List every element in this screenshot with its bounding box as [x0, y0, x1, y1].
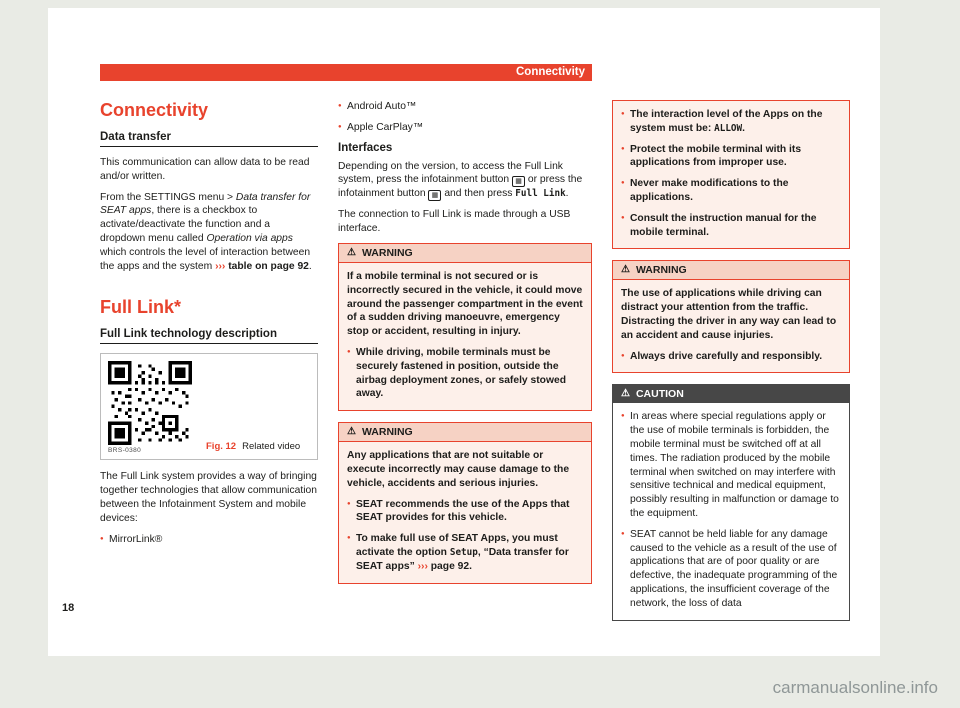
- warning-text: Any applications that are not suitable or execute incorrectly may cause damage to the vehicle, accidents and serious injuries.: [347, 450, 570, 489]
- column-1: [100, 100, 318, 632]
- bullet-icon: ●: [621, 145, 625, 152]
- section-title-full-link: Full Link*: [100, 297, 181, 318]
- list-item-text: While driving, mobile terminals must be securely fastened in position, outside the airbag deployment zones, or safely stowed away.: [356, 346, 566, 400]
- warning-triangle-icon: ⚠: [347, 246, 356, 258]
- paragraph: [100, 470, 318, 525]
- warning-continuation-box: [612, 100, 850, 249]
- list-item: [347, 498, 583, 526]
- heading-data-transfer: Data transfer: [100, 131, 318, 147]
- caution-header: [613, 385, 849, 403]
- cross-reference-text: page 92: [427, 560, 470, 572]
- list-item-text: In areas where special regulations apply or the use of mobile terminals is forbidden, the mobile terminal must be switched off at all times. The radiation produced by the mobile terminal when switched on may interfere with sensitive technical and medical equipment, possibly resulting in malfunction or damage to the equipment.: [630, 411, 839, 519]
- list-item: [621, 528, 841, 611]
- bullet-icon: ●: [621, 111, 625, 117]
- warning-triangle-icon: ⚠: [621, 264, 630, 276]
- bullet-icon: ●: [100, 535, 104, 542]
- list-item-text: Consult the instruction manual for the mobile terminal.: [630, 212, 817, 238]
- bullet-icon: ●: [621, 352, 625, 359]
- menu-item-italic: Operation via apps: [206, 232, 293, 244]
- list-item: [338, 100, 592, 114]
- warning-paragraph: [347, 270, 583, 339]
- paragraph-text: , there is a checkbox to activate/deactivate the function and a dropdown menu called: [100, 205, 271, 244]
- list-item: [100, 533, 318, 547]
- warning-text: The use of applications while driving can distract your attention from the traffic. Distracting the driver in any way can lead to an accident and cause injuries.: [621, 288, 837, 341]
- list-item-text: Never make modifications to the applications.: [630, 178, 789, 203]
- paragraph-text: which controls the level of interaction between the apps and the system: [100, 246, 311, 272]
- infotainment-button-icon: ▦: [512, 176, 525, 187]
- infotainment-button-icon: ▦: [428, 190, 441, 201]
- caution-icon: ⚠: [621, 388, 630, 400]
- list-item-text: MirrorLink®: [109, 533, 163, 545]
- warning-text: To make full use of SEAT Apps, you must activate the option: [356, 533, 558, 558]
- warning-body: [339, 442, 591, 582]
- warning-text: .: [469, 560, 472, 572]
- menu-path-italic: Data transfer for SEAT apps: [100, 191, 311, 217]
- bullet-icon: ●: [347, 348, 351, 355]
- warning-title: WARNING: [361, 246, 413, 259]
- warning-paragraph: [347, 449, 583, 490]
- paragraph: [100, 156, 318, 184]
- chapter-header-bar: [100, 64, 592, 81]
- qr-code-wrapper: [108, 361, 194, 454]
- warning-box-2: [338, 422, 592, 583]
- list-item: [621, 350, 841, 364]
- paragraph-text: Depending on the version, to access the Full Link system, press the infotainment button: [338, 160, 563, 186]
- heading-full-link-description: Full Link technology description: [100, 328, 318, 344]
- chapter-title: Connectivity: [515, 66, 585, 78]
- list-item-text: Apple CarPlay™: [347, 121, 424, 133]
- bullet-icon: ●: [338, 123, 342, 130]
- figure-caption: [206, 441, 300, 454]
- list-item-text: Android Auto™: [347, 101, 417, 112]
- paragraph: [338, 160, 592, 202]
- cross-reference-arrows-icon: ›››: [215, 260, 226, 272]
- warning-box-3: [612, 260, 850, 373]
- caution-body: [613, 403, 849, 619]
- warning-header: [339, 423, 591, 442]
- heading-interfaces: Interfaces: [338, 141, 393, 154]
- paragraph-text: The Full Link system provides a way of bringing together technologies that allow communication between the Infotainment System and mobile devices:: [100, 471, 317, 524]
- list-item: [347, 346, 583, 401]
- warning-text: The interaction level of the Apps on the system must be:: [630, 109, 823, 134]
- bullet-icon: ●: [621, 214, 625, 221]
- paragraph-text: From the SETTINGS menu >: [100, 191, 236, 203]
- paragraph-text: The connection to Full Link is made through a USB interface.: [338, 209, 571, 235]
- paragraph-text: This communication can allow data to be read and/or written.: [100, 157, 310, 182]
- paragraph: [100, 191, 318, 274]
- warning-text: If a mobile terminal is not secured or is incorrectly secured in the vehicle, it could move around the passenger compartment in the event of a sudden driving manoeuvre, emergency stop or accident, resulting in injury.: [347, 270, 583, 338]
- page-number: 18: [62, 602, 75, 614]
- list-item-text: SEAT recommends the use of the Apps that SEAT provides for this vehicle.: [356, 498, 570, 524]
- cross-reference-text: table on page 92: [225, 260, 309, 272]
- paragraph: [338, 208, 592, 236]
- warning-paragraph: [621, 287, 841, 342]
- paragraph-text: and then press: [441, 188, 516, 200]
- warning-header: [339, 244, 591, 263]
- list-item: [621, 177, 841, 205]
- watermark: carmanualsonline.info: [772, 678, 938, 697]
- warning-triangle-icon: ⚠: [347, 426, 356, 438]
- caution-title: CAUTION: [635, 388, 684, 401]
- warning-header: [613, 261, 849, 280]
- warning-body: [339, 263, 591, 410]
- bullet-icon: ●: [621, 180, 625, 187]
- paragraph-text: or press the infotainment button: [338, 174, 583, 200]
- menu-key-label: Setup: [449, 546, 478, 558]
- list-item: [347, 532, 583, 573]
- warning-text: , “Data transfer for SEAT apps”: [356, 546, 569, 572]
- list-item: [621, 143, 841, 171]
- warning-title: WARNING: [635, 264, 687, 277]
- bullet-icon: ●: [347, 535, 351, 542]
- figure-12: [100, 353, 318, 460]
- bullet-icon: ●: [621, 413, 625, 420]
- bullet-icon: ●: [621, 530, 625, 537]
- list-item-text: Always drive carefully and responsibly.: [630, 350, 823, 362]
- content-columns: [100, 100, 850, 632]
- list-item: [621, 212, 841, 240]
- cross-reference-arrows-icon: ›››: [417, 560, 428, 572]
- qr-code: [108, 361, 192, 445]
- bullet-icon: ●: [338, 103, 342, 109]
- setting-value-label: ALLOW: [714, 122, 743, 134]
- figure-number: Fig. 12: [206, 441, 237, 453]
- warning-box-1: [338, 243, 592, 411]
- list-item-text: SEAT cannot be held liable for any damage caused to the vehicle as a result of the use of applications that are of poor quality or are defective, the inadequate programming of the applications, the insufficient coverage of the network, the loss of data: [630, 528, 838, 609]
- warning-text: .: [742, 122, 745, 134]
- column-3: [612, 100, 850, 632]
- figure-caption-text: Related video: [242, 441, 301, 453]
- warning-title: WARNING: [361, 426, 413, 439]
- list-item: [621, 410, 841, 520]
- qr-reference-code: BRS-0380: [108, 447, 142, 455]
- caution-box: [612, 384, 850, 620]
- section-title-connectivity: Connectivity: [100, 100, 209, 120]
- list-item-text: Protect the mobile terminal with its applications from improper use.: [630, 143, 802, 169]
- soft-key-label: Full Link: [515, 188, 566, 200]
- warning-body: [613, 280, 849, 372]
- paragraph-text: .: [308, 260, 312, 272]
- list-item: [621, 108, 841, 136]
- list-item: [338, 121, 592, 135]
- manual-page: [48, 8, 880, 656]
- paragraph-text: .: [565, 188, 569, 200]
- bullet-icon: ●: [347, 500, 351, 507]
- column-2: [338, 100, 592, 632]
- list-item-text: [356, 532, 583, 573]
- list-item-text: [630, 108, 841, 136]
